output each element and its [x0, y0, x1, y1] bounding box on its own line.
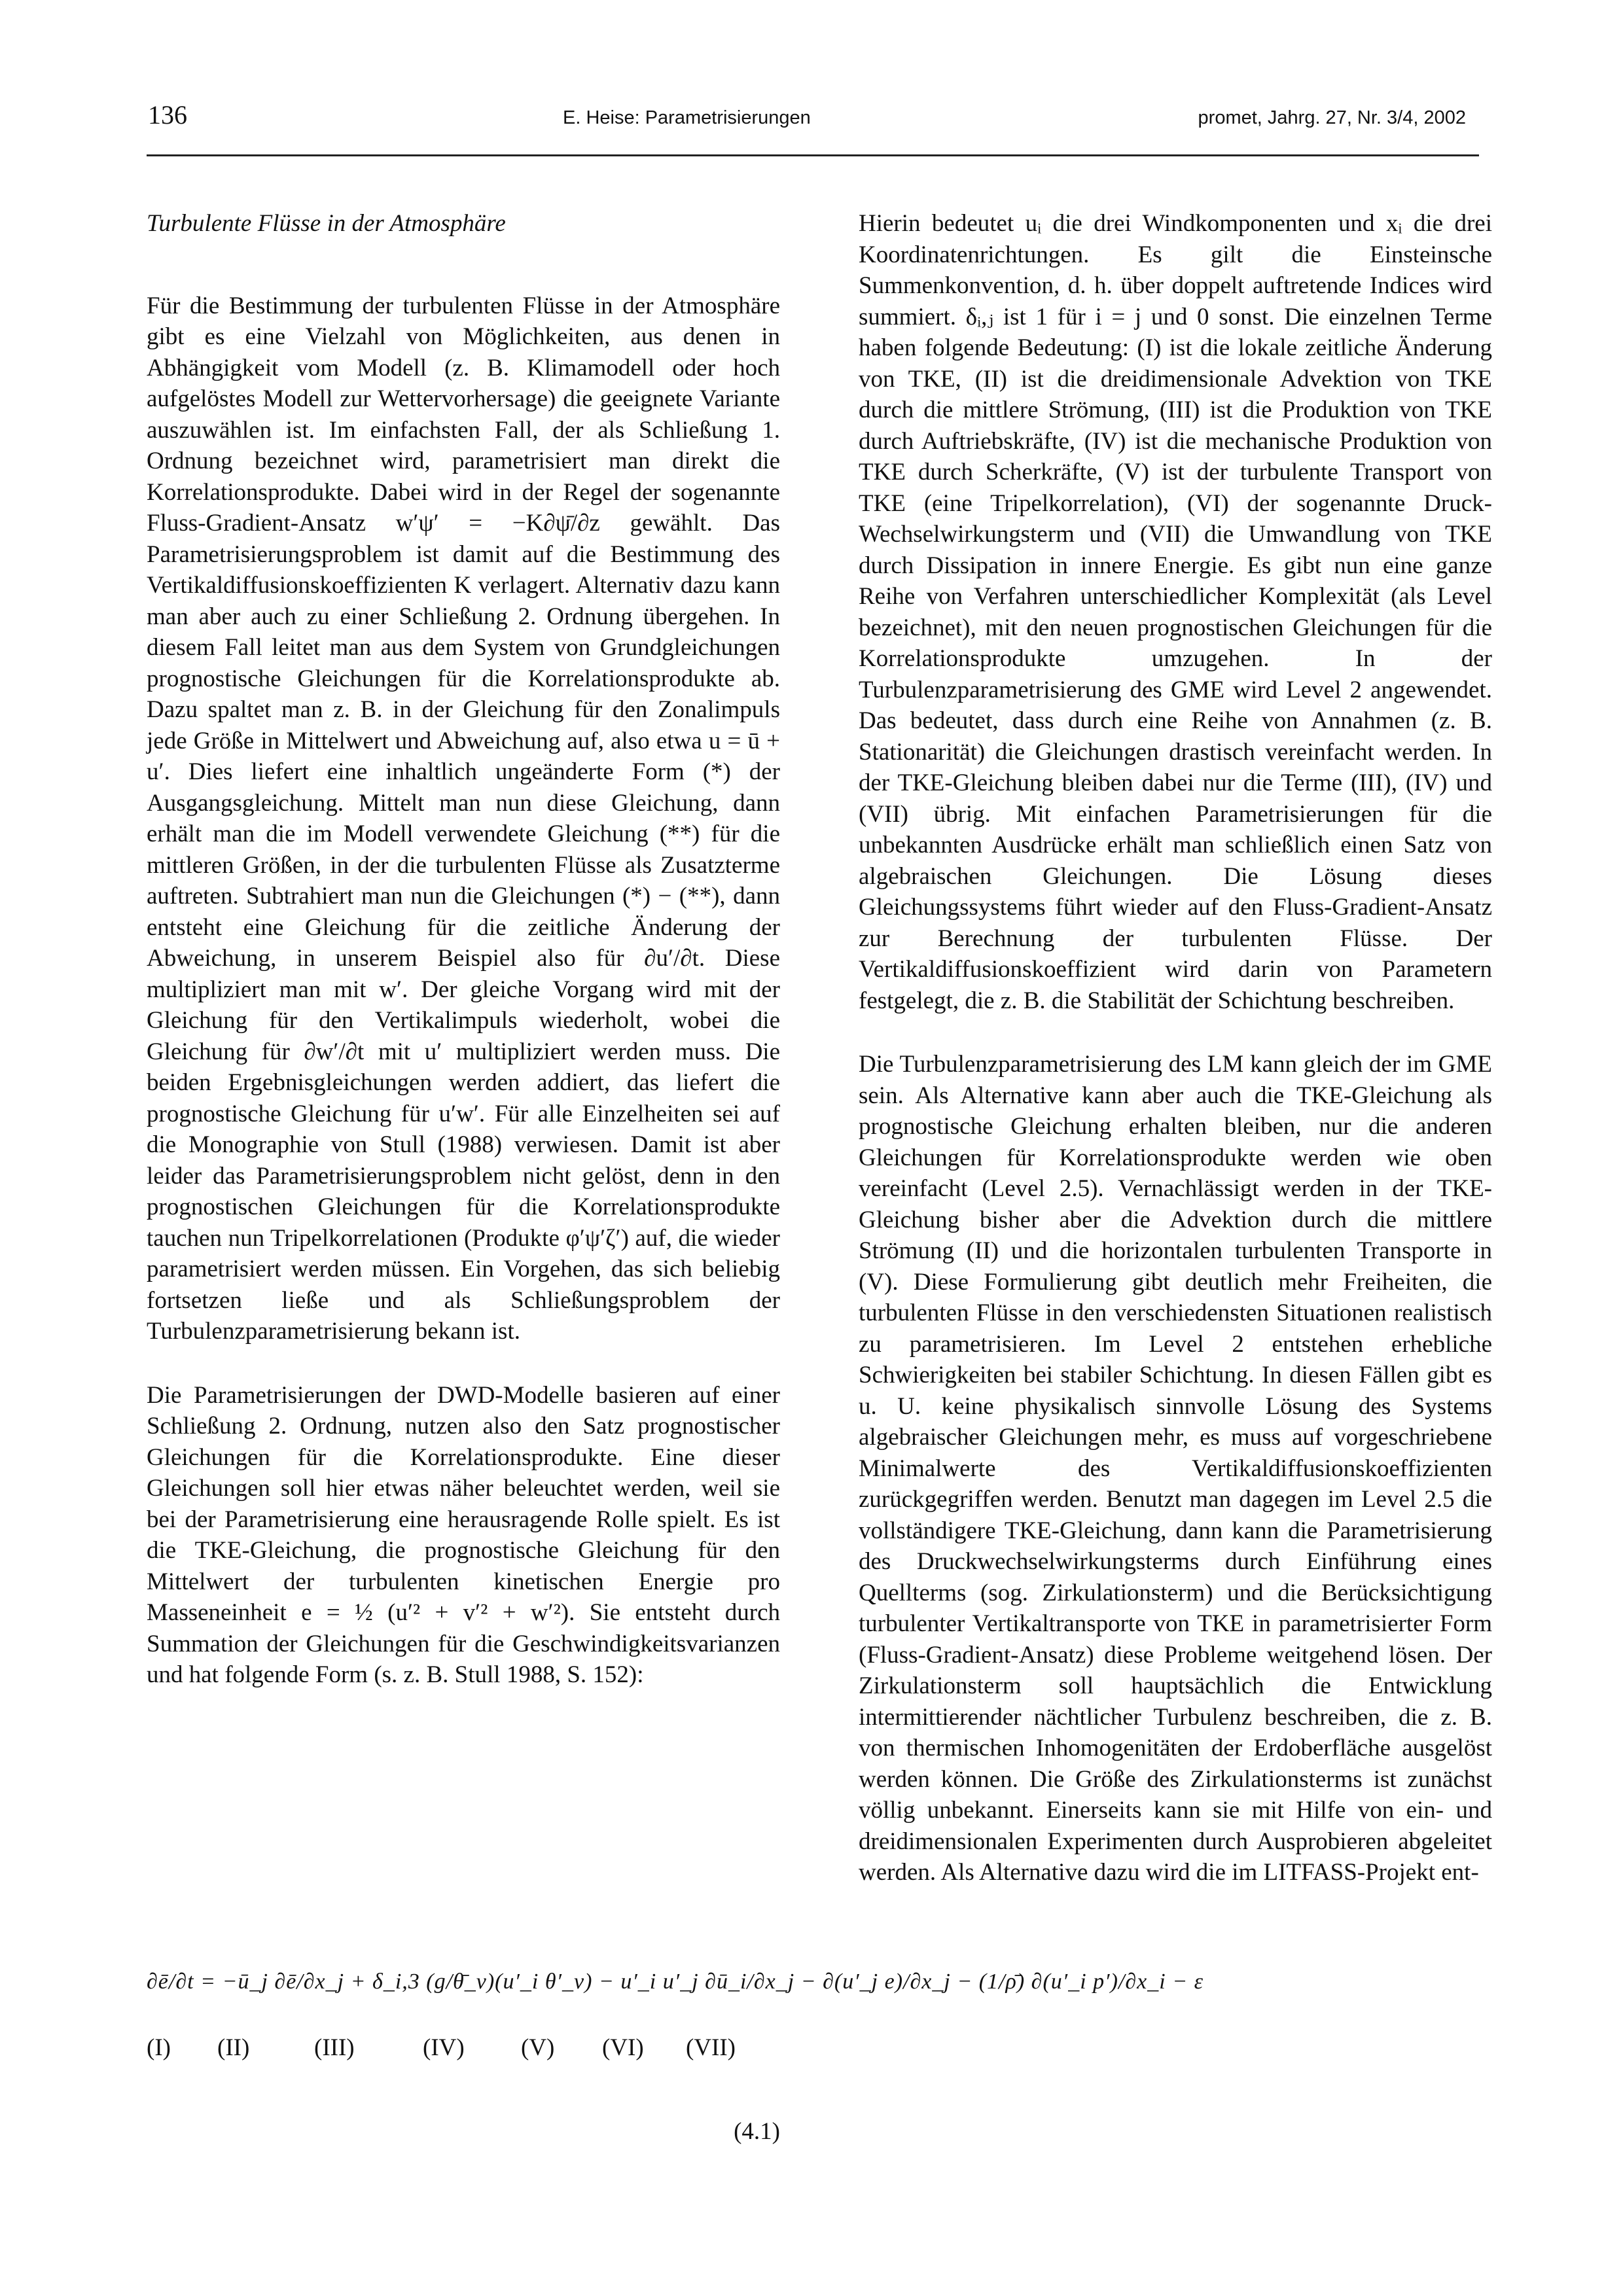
left-paragraph-1: Für die Bestimmung der turbulenten Flüsse in der Atmosphäre gibt es eine Vielzahl von Möglichkeiten, aus denen in Abhängigkeit vom Modell (z. B. Klimamodell oder hoch aufgelöstes Modell zur Wettervorhersage) die geeignete Variante auszuwählen ist. Im einfachsten Fall, der als Schließung 1. Ordnung bezeichnet wird, parametrisiert man direkt die Korrelationsprodukte. Dabei wird in der Regel der sogenannte Fluss-Gradient-Ansatz w′ψ′ = −K∂ψ̄/∂z gewählt. Das Parametrisierungsproblem ist damit auf die Bestimmung des Vertikaldiffusionskoeffizienten K verlagert. Alternativ dazu kann man aber auch zu einer Schließung 2. Ordnung übergehen. In diesem Fall leitet man aus dem System von Grundgleichungen prognostische Gleichungen für die Korrelationsprodukte ab. Dazu spaltet man z. B. in der Gleichung für den Zonalimpuls jede Größe in Mittelwert und Abweichung auf, also etwa u = ū + u′. Dies liefert eine inhaltlich ungeänderte Form (*) der Ausgangsgleichung. Mittelt man nun diese Gleichung, dann erhält man die im Modell verwendete Gleichung (**) für die mittleren Größen, in der die turbulenten Flüsse als Zusatzterme auftreten. Subtrahiert man nun die Gleichungen (*) − (**), dann entsteht eine Gleichung für die zeitliche Änderung der Abweichung, in unserem Beispiel also für ∂u′/∂t. Diese multipliziert man mit w′. Der gleiche Vorgang wird mit der Gleichung für den Vertikalimpuls wiederholt, wobei die Gleichung für ∂w′/∂t mit u′ multipliziert werden muss. Die beiden Ergebnisgleichungen werden addiert, das liefert die prognostische Gleichung für u′w′. Für alle Einzelheiten sei auf die Monographie von Stull (1988) verwiesen. Damit ist aber leider das Parametrisierungsproblem nicht gelöst, denn in den prognostischen Gleichungen für die Korrelationsprodukte tauchen nun Tripelkorrelationen (Produkte φ′ψ′ζ′) auf, die wieder parametrisiert werden müssen. Ein Vorgehen, das sich beliebig fortsetzen ließe und als Schließungsproblem der Turbulenzparametrisierung bekann ist. [147, 292, 780, 1345]
right-paragraph-2: Die Turbulenzparametrisierung des LM kann gleich der im GME sein. Als Alternative kann aber auch die TKE-Gleichung als prognostische Gleichung erhalten bleiben, nur die anderen Gleichungen für Korrelationsprodukte werden wie oben vereinfacht (Level 2.5). Vernachlässigt werden in der TKE-Gleichung bisher aber die Advektion durch die mittlere Strömung (II) und die horizontalen turbulenten Transporte in (V). Diese Formulierung gibt deutlich mehr Freiheiten, die turbulenten Flüsse in den verschiedensten Situationen realistisch zu parametrisieren. Im Level 2 entstehen erhebliche Schwierigkeiten bei stabiler Schichtung. In diesen Fällen gibt es u. U. keine physikalisch sinnvolle Lösung des Systems algebraischer Gleichungen mehr, es muss auf vorgeschriebene Minimalwerte des Vertikaldiffusionskoeffizienten zurückgegriffen werden. Benutzt man dagegen im Level 2.5 die vollständigere TKE-Gleichung, dann kann die Parametrisierung des Druckwechselwirkungsterms durch Einführung eines Quellterms (sog. Zirkulationsterm) und die Berücksichtigung turbulenter Vertikaltransporte von TKE in parametrisierter Form (Fluss-Gradient-Ansatz) diese Probleme weitgehend lösen. Der Zirkulationsterm soll hauptsächlich die Entwicklung intermittierender nächtlicher Turbulenz beschreiben, die z. B. von thermischen Inhomogenitäten der Erdoberfläche ausgelöst werden können. Die Größe des Zirkulationsterms ist zunächst völlig unbekannt. Einerseits kann sie mit Hilfe von ein- und dreidimensionalen Experimenten durch Ausprobieren abgeleitet werden. Als Alternative dazu wird die im LITFASS-Projekt ent- [859, 1051, 1492, 1886]
term-label-1: (I) [147, 2034, 171, 2061]
term-label-6: (VI) [602, 2034, 644, 2061]
header-journal: promet, Jahrg. 27, Nr. 3/4, 2002 [1198, 107, 1466, 128]
header-divider [147, 154, 1479, 156]
term-label-4: (IV) [423, 2034, 465, 2061]
term-label-7: (VII) [686, 2034, 736, 2061]
tke-equation: ∂ē/∂t = −ū_j ∂ē/∂x_j + δ_i,3 (g/θ̄_v)(u′_i θ′_v) − u′_i u′_j ∂ū_i/∂x_j − ∂(u′_j e)/∂x_j − (1/ρ̄) ∂(u′_i p′)/∂x_i − ε [147, 1969, 1204, 1994]
left-paragraph-2: Die Parametrisierungen der DWD-Modelle basieren auf einer Schließung 2. Ordnung, nutzen also den Satz prognostischer Gleichungen für die Korrelationsprodukte. Eine dieser Gleichungen soll hier etwas näher beleuchtet werden, weil sie bei der Parametrisierung eine herausragende Rolle spielt. Es ist die TKE-Gleichung, die prognostische Gleichung für den Mittelwert der turbulenten kinetischen Energie pro Masseneinheit e = ½ (u′² + v′² + w′²). Sie entsteht durch Summation der Gleichungen für die Geschwindigkeitsvarianzen und hat folgende Form (s. z. B. Stull 1988, S. 152): [147, 1381, 780, 1688]
term-label-5: (V) [521, 2034, 555, 2061]
term-label-2: (II) [217, 2034, 250, 2061]
equation-term-labels [147, 2034, 780, 2062]
right-column [859, 208, 1492, 1888]
header-author: E. Heise: Parametrisierungen [563, 107, 811, 128]
equation-block [147, 1969, 1204, 2145]
term-label-3: (III) [314, 2034, 355, 2061]
right-paragraph-1: Hierin bedeutet uᵢ die drei Windkomponenten und xᵢ die drei Koordinatenrichtungen. Es gilt die Einsteinsche Summenkonvention, d. h. über doppelt auftretende Indices wird summiert. δᵢ,ⱼ ist 1 für i = j und 0 sonst. Die einzelnen Terme haben folgende Bedeutung: (I) ist die lokale zeitliche Änderung von TKE, (II) ist die dreidimensionale Advektion von TKE durch die mittlere Strömung, (III) ist die Produktion von TKE durch Auftriebskräfte, (IV) ist die mechanische Produktion von TKE durch Scherkräfte, (V) ist der turbulente Transport von TKE (eine Tripelkorrelation), (VI) der sogenannte Druck-Wechselwirkungsterm und (VII) die Umwandlung von TKE durch Dissipation in innere Energie. Es gibt nun eine ganze Reihe von Verfahren unterschiedlicher Komplexität (als Level bezeichnet), mit den neuen prognostischen Gleichungen für die Korrelationsprodukte umzugehen. In der Turbulenzparametrisierung des GME wird Level 2 angewendet. Das bedeutet, dass durch eine Reihe von Annahmen (z. B. Stationarität) die Gleichungen drastisch vereinfacht werden. In der TKE-Gleichung bleiben dabei nur die Terme (III), (IV) und (VII) übrig. Mit einfachen Parametrisierungen für die unbekannten Ausdrücke erhält man schließlich einen Satz von algebraischen Gleichungen. Die Lösung dieses Gleichungssystems führt wieder auf den Fluss-Gradient-Ansatz zur Berechnung der turbulenten Flüsse. Der Vertikaldiffusionskoeffizient wird darin von Parametern festgelegt, die z. B. die Stabilität der Schichtung beschreiben. [859, 210, 1492, 1014]
section-title: Turbulente Flüsse in der Atmosphäre [147, 210, 506, 237]
equation-number: (4.1) [734, 2118, 780, 2145]
page-number: 136 [148, 100, 187, 130]
left-column [147, 208, 780, 1691]
